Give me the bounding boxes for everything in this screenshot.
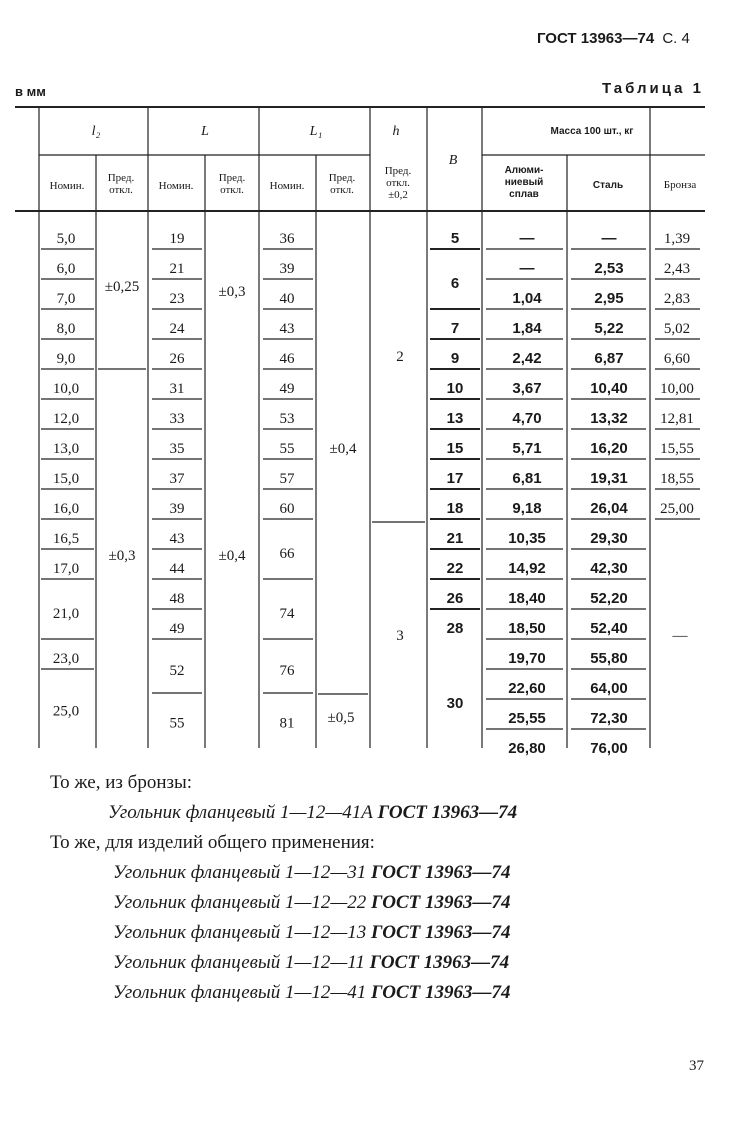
l2-nom-cell: 13,0 bbox=[52, 441, 80, 457]
bronze-cell: 1,39 bbox=[663, 231, 691, 247]
L-nom-cell: 19 bbox=[169, 231, 185, 247]
L-nom-cell: 39 bbox=[169, 501, 185, 517]
l2-nom-cell: 9,0 bbox=[56, 351, 76, 367]
B-cell: 17 bbox=[446, 470, 464, 487]
L1-nom-cell: 39 bbox=[279, 261, 295, 277]
l2-nom-cell: 6,0 bbox=[56, 261, 76, 277]
L1-dev-cell: ±0,4 bbox=[329, 441, 357, 457]
alu-cell: — bbox=[519, 260, 535, 277]
L-dev-cell: ±0,4 bbox=[218, 548, 246, 564]
L-dev-cell: ±0,3 bbox=[218, 284, 246, 300]
head-l2: l₂ bbox=[91, 124, 101, 139]
L1-nom-cell: 43 bbox=[279, 321, 295, 337]
L-nom-cell: 55 bbox=[169, 715, 185, 732]
steel-cell: 26,04 bbox=[590, 500, 628, 517]
head-bronze: Бронза bbox=[663, 179, 697, 191]
head-dev2-L1: откл. bbox=[330, 184, 354, 196]
l2-nom-cell: 21,0 bbox=[52, 606, 80, 622]
head-dev1-L1: Пред. bbox=[328, 172, 356, 184]
head-h-dev2: откл. bbox=[386, 177, 410, 189]
steel-cell: 5,22 bbox=[594, 320, 624, 337]
h-cell: 3 bbox=[396, 628, 404, 644]
L1-nom-cell: 55 bbox=[279, 441, 295, 457]
alu-cell: 18,40 bbox=[508, 590, 546, 607]
head-mass: Масса 100 шт., кг bbox=[550, 126, 634, 137]
L-nom-cell: 49 bbox=[169, 621, 185, 637]
steel-cell: 19,31 bbox=[590, 470, 628, 487]
alu-cell: 2,42 bbox=[512, 350, 542, 367]
steel-cell: 42,30 bbox=[590, 560, 628, 577]
table-cells bbox=[50, 124, 697, 757]
B-cell: 21 bbox=[446, 530, 464, 547]
l2-dev-cell: ±0,3 bbox=[108, 548, 136, 564]
B-cell: 28 bbox=[446, 620, 464, 637]
bronze-cell: 6,60 bbox=[663, 351, 691, 367]
designation-1: Угольник фланцевый 1—12—41А bbox=[108, 802, 373, 823]
L-nom-cell: 52 bbox=[169, 663, 185, 679]
steel-cell: 16,20 bbox=[590, 440, 628, 457]
designation-5: Угольник фланцевый 1—12—11 bbox=[113, 952, 365, 973]
gost-ref-6: ГОСТ 13963—74 bbox=[371, 982, 511, 1003]
alu-cell: 22,60 bbox=[508, 680, 546, 697]
table-title: Таблица 1 bbox=[601, 80, 704, 97]
B-cell: 22 bbox=[446, 560, 464, 577]
steel-cell: 13,32 bbox=[590, 410, 628, 427]
alu-cell: 10,35 bbox=[508, 530, 546, 547]
steel-cell: 52,20 bbox=[590, 590, 628, 607]
l2-dev-cell: ±0,25 bbox=[104, 279, 140, 295]
head-alu2: ниевый bbox=[504, 177, 544, 188]
l2-nom-cell: 10,0 bbox=[52, 381, 80, 397]
steel-cell: — bbox=[601, 230, 617, 247]
bronze-cell: 15,55 bbox=[660, 441, 694, 457]
l2-nom-cell: 16,5 bbox=[52, 531, 80, 547]
B-cell: 6 bbox=[450, 275, 460, 292]
l2-nom-cell: 12,0 bbox=[52, 411, 80, 427]
bronze-cell: 25,00 bbox=[660, 501, 694, 517]
designation-2: Угольник фланцевый 1—12—31 bbox=[113, 862, 367, 883]
L1-nom-cell: 81 bbox=[279, 715, 295, 732]
L-nom-cell: 33 bbox=[169, 411, 185, 427]
steel-cell: 76,00 bbox=[590, 740, 628, 757]
L-nom-cell: 23 bbox=[169, 291, 185, 307]
gost-ref-3: ГОСТ 13963—74 bbox=[371, 892, 511, 913]
B-cell: 13 bbox=[446, 410, 464, 427]
alu-cell: 4,70 bbox=[512, 410, 542, 427]
head-dev2-l2: откл. bbox=[109, 184, 133, 196]
bronze-cell: 5,02 bbox=[663, 321, 691, 337]
head-alu3: сплав bbox=[509, 189, 539, 200]
steel-cell: 55,80 bbox=[590, 650, 628, 667]
gost-ref-1: ГОСТ 13963—74 bbox=[377, 802, 518, 823]
alu-cell: 14,92 bbox=[508, 560, 546, 577]
L1-nom-cell: 74 bbox=[279, 606, 295, 622]
l2-nom-cell: 16,0 bbox=[52, 501, 80, 517]
head-L: L bbox=[201, 124, 209, 139]
L-nom-cell: 48 bbox=[169, 591, 185, 607]
text-line-5 bbox=[113, 888, 511, 918]
text-line-3: То же, для изделий общего применения: bbox=[50, 832, 375, 853]
B-cell: 10 bbox=[446, 380, 464, 397]
designation-3: Угольник фланцевый 1—12—22 bbox=[113, 892, 367, 913]
B-cell: 7 bbox=[450, 320, 460, 337]
text-line-7 bbox=[113, 948, 509, 978]
L1-dev-cell: ±0,5 bbox=[327, 710, 355, 726]
L-nom-cell: 35 bbox=[169, 441, 185, 457]
L-nom-cell: 26 bbox=[169, 351, 185, 367]
steel-cell: 52,40 bbox=[590, 620, 628, 637]
steel-cell: 2,95 bbox=[594, 290, 624, 307]
L-nom-cell: 37 bbox=[169, 471, 185, 487]
text-line-2 bbox=[108, 798, 517, 828]
L1-nom-cell: 46 bbox=[279, 351, 295, 367]
bronze-cell: — bbox=[672, 628, 688, 644]
header-standard: ГОСТ 13963—74 bbox=[537, 30, 655, 47]
head-L1: L₁ bbox=[309, 124, 323, 139]
gost-ref-2: ГОСТ 13963—74 bbox=[371, 862, 511, 883]
text-line-4 bbox=[113, 858, 511, 888]
alu-cell: 25,55 bbox=[508, 710, 546, 727]
alu-cell: 6,81 bbox=[512, 470, 542, 487]
L1-nom-cell: 57 bbox=[279, 471, 295, 487]
head-steel: Сталь bbox=[592, 180, 624, 191]
l2-nom-cell: 5,0 bbox=[56, 231, 76, 247]
head-nom-l2: Номин. bbox=[49, 180, 85, 192]
L-nom-cell: 43 bbox=[169, 531, 185, 547]
L1-nom-cell: 60 bbox=[279, 501, 295, 517]
head-h-dev1: Пред. bbox=[384, 165, 412, 177]
header-page-ref: С. 4 bbox=[662, 30, 690, 47]
B-cell: 26 bbox=[446, 590, 464, 607]
alu-cell: 26,80 bbox=[508, 740, 546, 757]
l2-nom-cell: 17,0 bbox=[52, 561, 80, 577]
L-nom-cell: 31 bbox=[169, 381, 185, 397]
head-h: h bbox=[392, 124, 400, 139]
h-cell: 2 bbox=[396, 349, 404, 365]
L1-nom-cell: 36 bbox=[279, 231, 295, 247]
steel-cell: 2,53 bbox=[594, 260, 624, 277]
alu-cell: 5,71 bbox=[512, 440, 542, 457]
gost-ref-4: ГОСТ 13963—74 bbox=[371, 922, 511, 943]
l2-nom-cell: 25,0 bbox=[52, 703, 80, 720]
steel-cell: 72,30 bbox=[590, 710, 628, 727]
text-line-6 bbox=[113, 918, 511, 948]
alu-cell: 19,70 bbox=[508, 650, 546, 667]
head-B: B bbox=[448, 153, 458, 168]
L-nom-cell: 24 bbox=[169, 321, 185, 337]
steel-cell: 64,00 bbox=[590, 680, 628, 697]
B-cell: 30 bbox=[446, 695, 464, 712]
head-h-dev3: ±0,2 bbox=[388, 189, 408, 201]
units-label: в мм bbox=[15, 84, 46, 99]
L1-nom-cell: 76 bbox=[279, 663, 295, 679]
bronze-cell: 2,43 bbox=[663, 261, 691, 277]
alu-cell: — bbox=[519, 230, 535, 247]
L-nom-cell: 44 bbox=[169, 561, 185, 577]
text-line-1: То же, из бронзы: bbox=[50, 772, 193, 793]
gost-ref-5: ГОСТ 13963—74 bbox=[369, 952, 510, 973]
designation-6: Угольник фланцевый 1—12—41 bbox=[113, 982, 367, 1003]
steel-cell: 10,40 bbox=[590, 380, 628, 397]
bronze-cell: 2,83 bbox=[663, 291, 691, 307]
text-line-8 bbox=[113, 978, 511, 1008]
bronze-cell: 10,00 bbox=[660, 381, 694, 397]
alu-cell: 9,18 bbox=[512, 500, 542, 517]
l2-nom-cell: 15,0 bbox=[52, 471, 80, 487]
L1-nom-cell: 40 bbox=[279, 291, 295, 307]
steel-cell: 29,30 bbox=[590, 530, 628, 547]
head-dev2-L: откл. bbox=[220, 184, 244, 196]
alu-cell: 18,50 bbox=[508, 620, 546, 637]
bronze-cell: 18,55 bbox=[660, 471, 694, 487]
head-nom-L: Номин. bbox=[158, 180, 194, 192]
alu-cell: 1,04 bbox=[512, 290, 542, 307]
designation-4: Угольник фланцевый 1—12—13 bbox=[113, 922, 367, 943]
bronze-cell: 12,81 bbox=[660, 411, 694, 427]
B-cell: 9 bbox=[450, 350, 460, 367]
head-dev1-l2: Пред. bbox=[107, 172, 135, 184]
head-alu1: Алюми- bbox=[504, 165, 544, 176]
L-nom-cell: 21 bbox=[169, 261, 185, 277]
alu-cell: 1,84 bbox=[512, 320, 542, 337]
L1-nom-cell: 49 bbox=[279, 381, 295, 397]
steel-cell: 6,87 bbox=[594, 350, 624, 367]
page-number: 37 bbox=[689, 1058, 704, 1074]
l2-nom-cell: 8,0 bbox=[56, 321, 76, 337]
l2-nom-cell: 23,0 bbox=[52, 651, 80, 667]
B-cell: 5 bbox=[450, 230, 460, 247]
head-nom-L1: Номин. bbox=[269, 180, 305, 192]
B-cell: 18 bbox=[446, 500, 464, 517]
L1-nom-cell: 53 bbox=[279, 411, 295, 427]
head-dev1-L: Пред. bbox=[218, 172, 246, 184]
l2-nom-cell: 7,0 bbox=[56, 291, 76, 307]
B-cell: 15 bbox=[446, 440, 464, 457]
alu-cell: 3,67 bbox=[512, 380, 542, 397]
L1-nom-cell: 66 bbox=[279, 546, 295, 562]
